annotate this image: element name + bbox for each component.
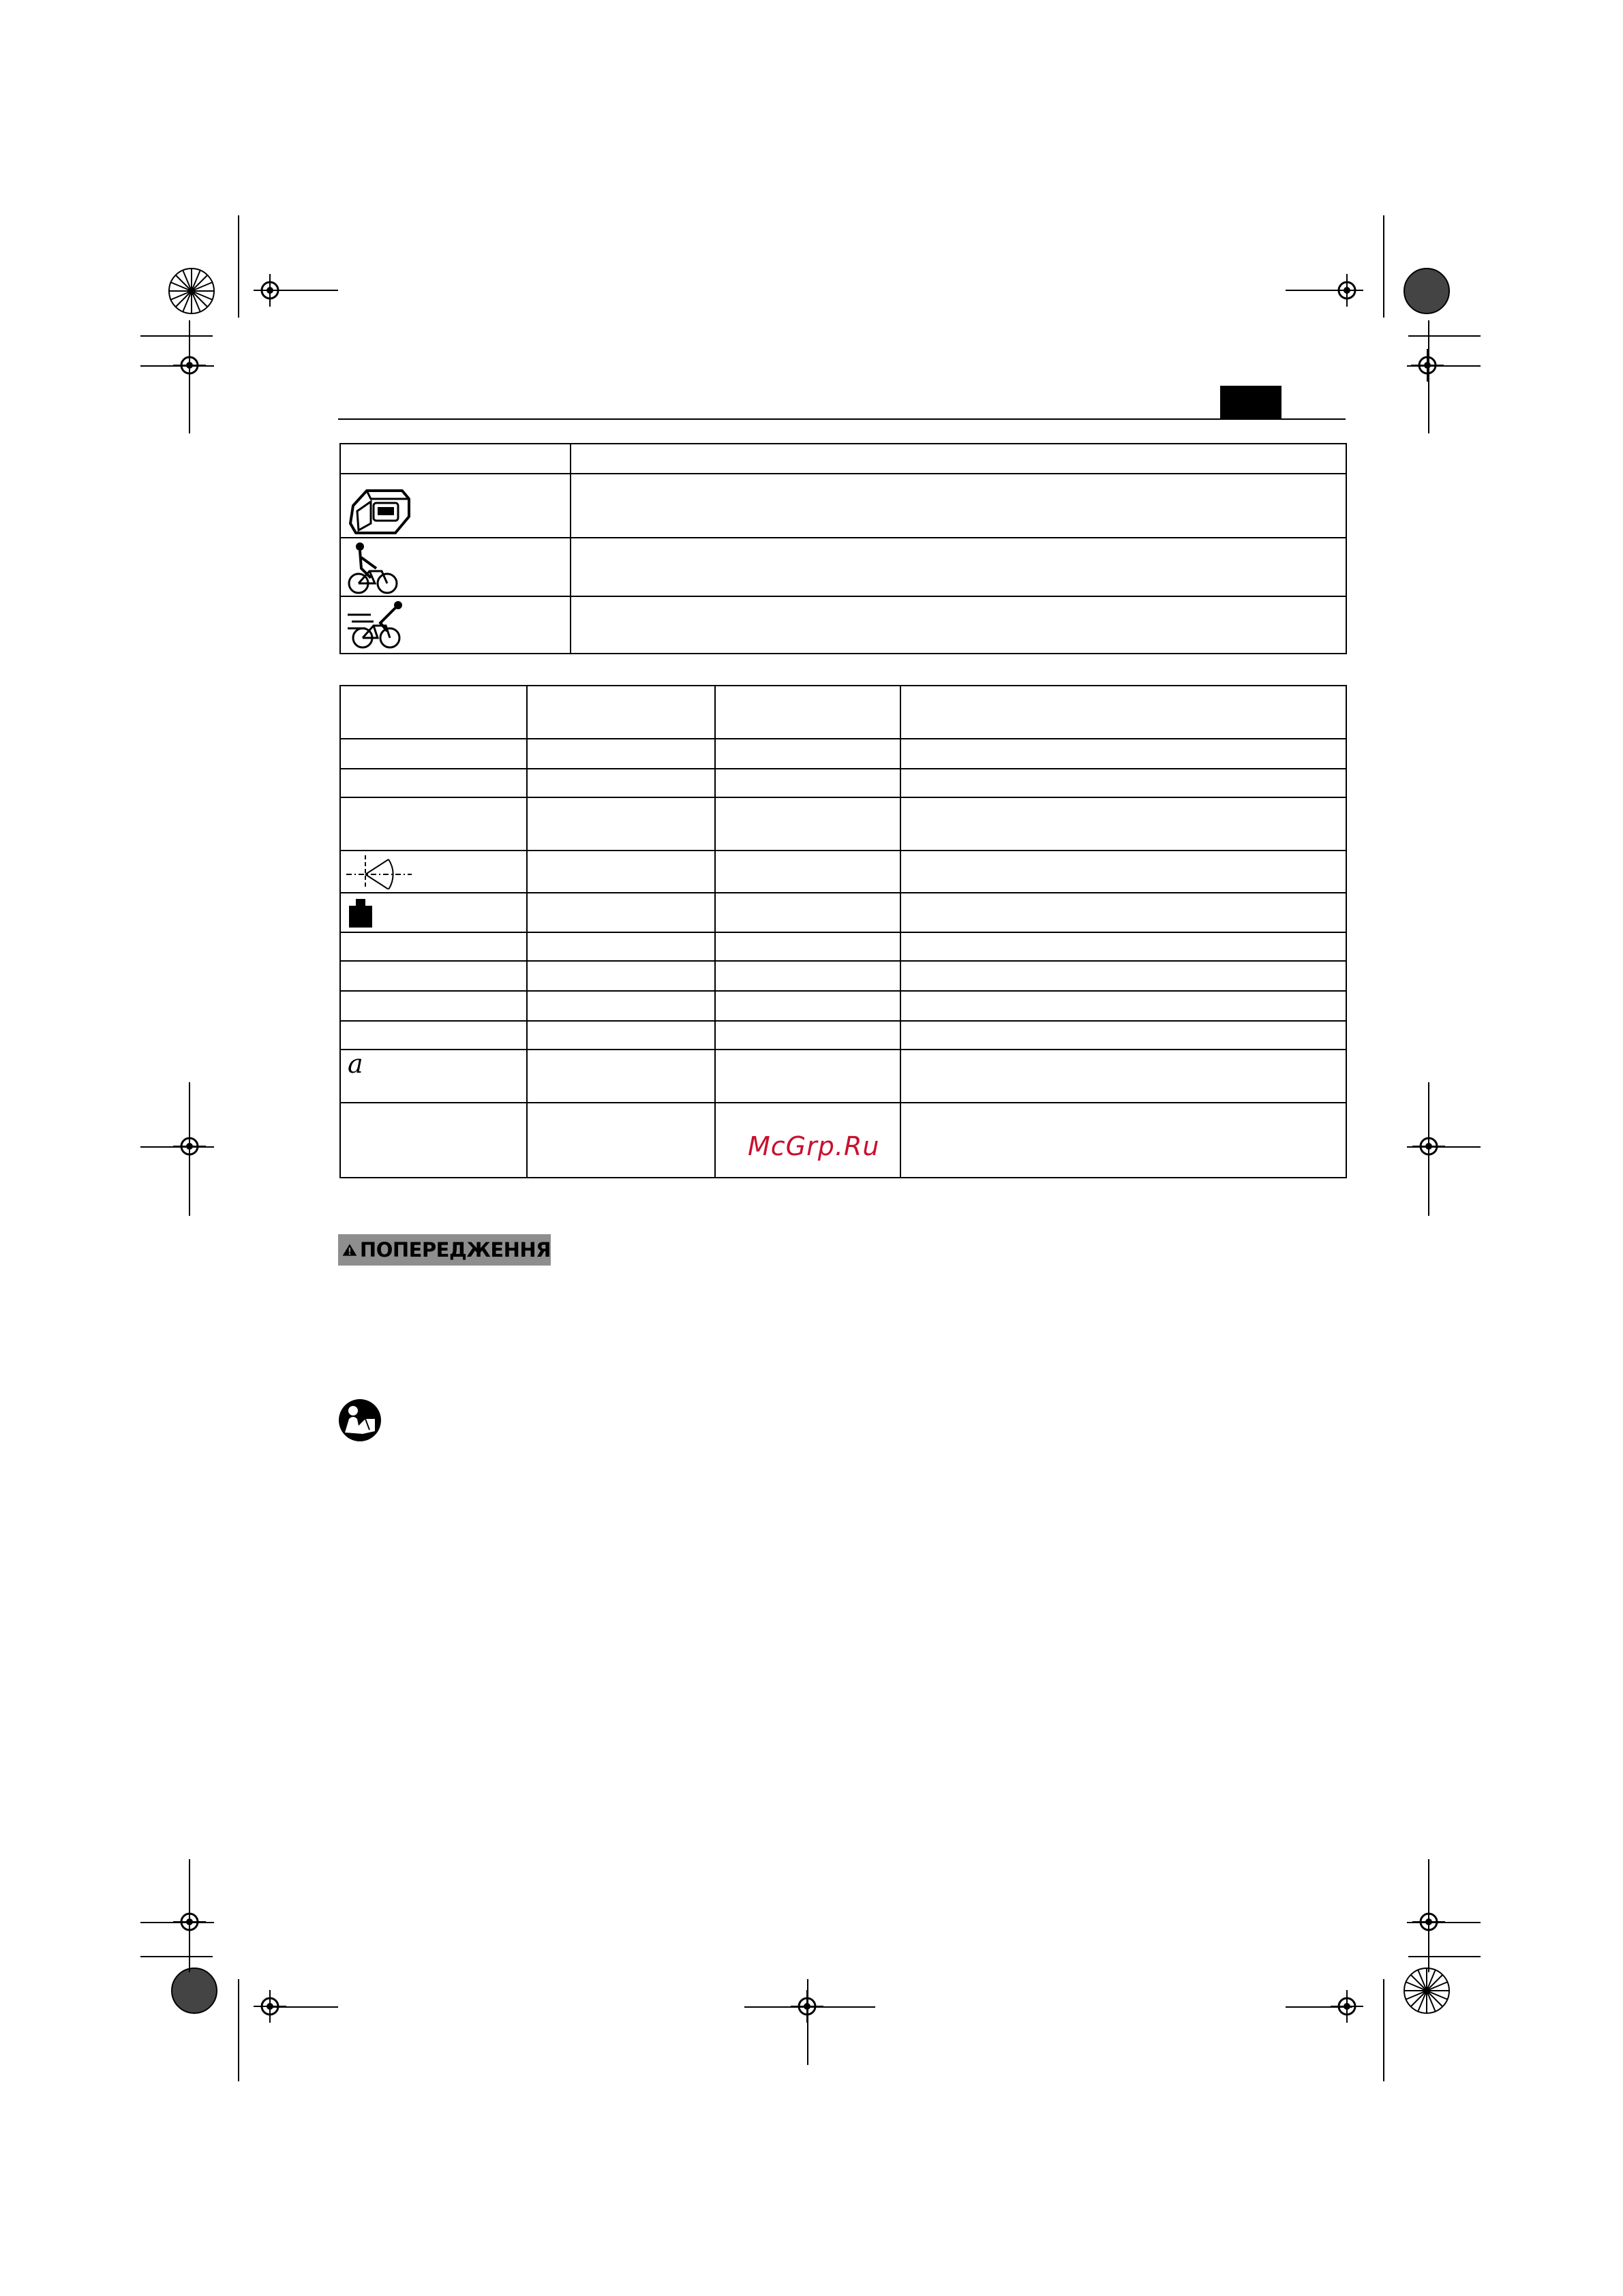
spec-symbol-cell <box>340 851 527 893</box>
warning-triangle-icon <box>342 1238 357 1261</box>
header-rule <box>338 418 1346 420</box>
trim-line <box>807 1979 808 2065</box>
trim-line <box>271 290 338 291</box>
registration-solid-bottom-left <box>170 1967 218 2015</box>
table-row <box>340 538 1346 596</box>
specifications-table <box>339 685 1347 1178</box>
trim-line <box>238 1979 239 2081</box>
trim-line <box>1407 1146 1481 1148</box>
trim-line <box>271 2006 338 2008</box>
symbol-cell <box>340 538 571 596</box>
registration-starburst-bottom-right <box>1403 1967 1451 2015</box>
italic-symbol: a <box>348 1049 363 1079</box>
registration-starburst-top-left <box>168 267 215 315</box>
trim-line <box>140 1922 214 1923</box>
trim-line <box>1383 1979 1384 2081</box>
symbol-description-cell <box>571 596 1346 654</box>
cyclist-speed-icon <box>346 600 408 652</box>
warning-label-text: ПОПЕРЕДЖЕННЯ <box>359 1238 551 1261</box>
table-row <box>340 991 1346 1021</box>
trim-line <box>140 335 213 337</box>
trim-line <box>140 1146 214 1148</box>
registration-solid-top-right <box>1403 267 1451 315</box>
table-row <box>340 596 1346 654</box>
symbol-cell <box>340 596 571 654</box>
table-row <box>340 893 1346 932</box>
symbols-table <box>339 443 1347 654</box>
trim-line <box>1286 2006 1352 2008</box>
table-header-cell <box>527 686 715 739</box>
table-row <box>340 1050 1346 1103</box>
trim-line <box>189 320 190 433</box>
table-header-cell <box>715 686 900 739</box>
table-header-cell <box>340 686 527 739</box>
trim-line <box>1428 320 1429 433</box>
spec-symbol-cell <box>340 893 527 932</box>
table-row <box>340 961 1346 991</box>
trim-line <box>140 1956 213 1957</box>
table-row <box>340 932 1346 961</box>
table-row <box>340 769 1346 797</box>
spec-symbol-cell <box>340 1050 527 1103</box>
table-row <box>340 851 1346 893</box>
trim-line <box>1407 365 1481 367</box>
read-manual-icon <box>338 1398 382 1442</box>
table-row <box>340 1021 1346 1050</box>
trim-line <box>1408 1956 1481 1957</box>
symbol-description-cell <box>571 538 1346 596</box>
trim-line <box>1408 335 1481 337</box>
table-row <box>340 686 1346 739</box>
weight-icon <box>348 899 375 929</box>
angle-icon <box>346 855 412 889</box>
trim-line <box>1286 290 1352 291</box>
table-row <box>340 797 1346 851</box>
watermark: McGrp.Ru <box>748 1131 880 1161</box>
warning-label <box>338 1234 551 1266</box>
trim-line <box>238 215 239 318</box>
table-row <box>340 474 1346 538</box>
trim-line <box>140 365 214 367</box>
trim-line <box>744 2006 875 2008</box>
table-row <box>340 444 1346 474</box>
symbol-description-cell <box>571 474 1346 538</box>
table-row <box>340 739 1346 769</box>
table-header-cell <box>571 444 1346 474</box>
trim-line <box>1428 1082 1429 1216</box>
trim-line <box>189 1082 190 1216</box>
symbol-cell <box>340 474 571 538</box>
cyclist-icon <box>346 541 401 596</box>
battery-charger-icon <box>346 478 414 537</box>
language-tab <box>1220 386 1281 418</box>
table-header-cell <box>340 444 571 474</box>
table-header-cell <box>900 686 1346 739</box>
trim-line <box>1407 1922 1481 1923</box>
trim-line <box>1383 215 1384 318</box>
